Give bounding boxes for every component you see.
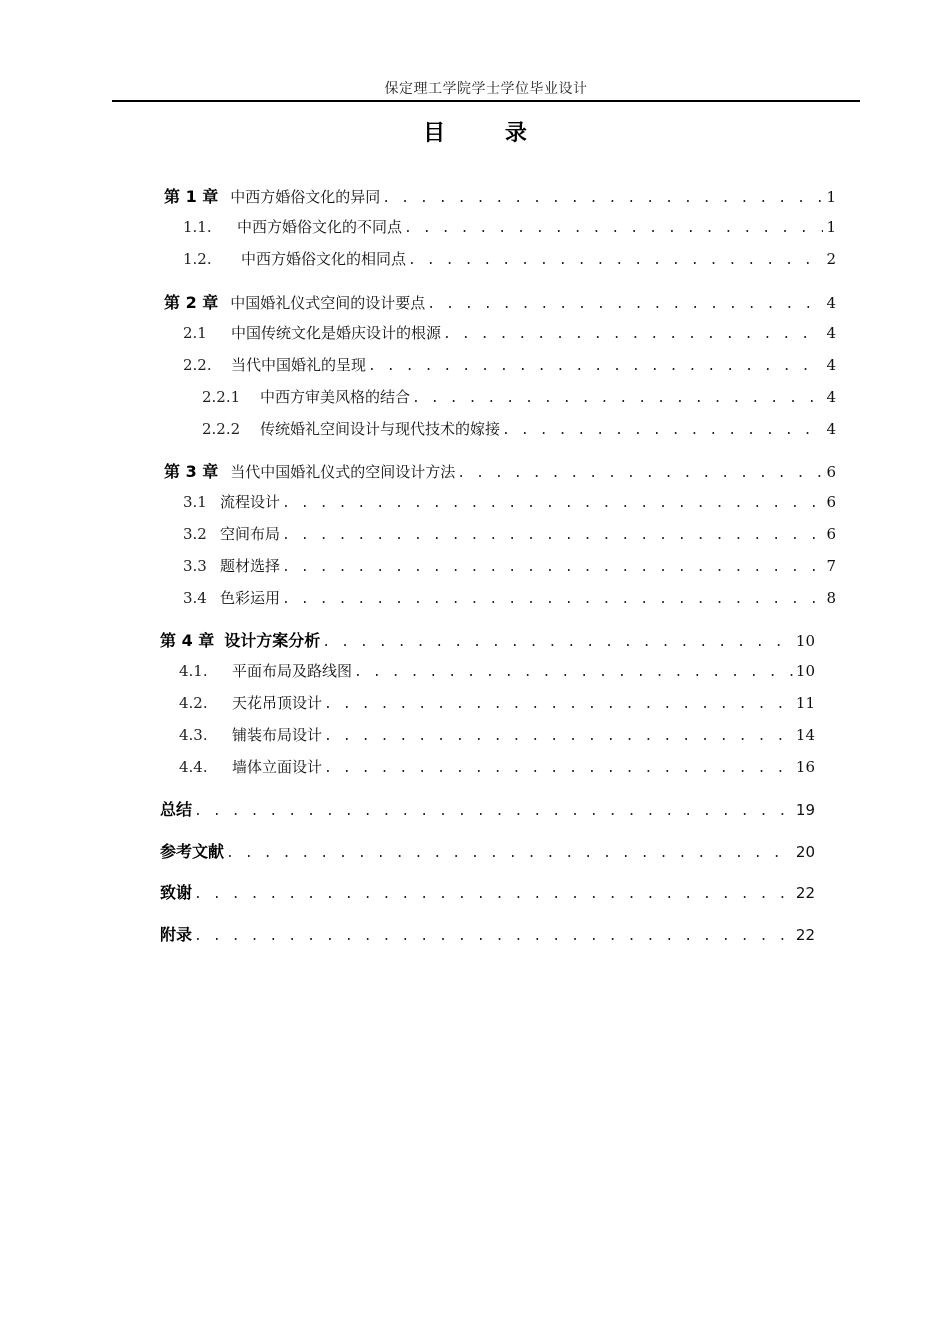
toc-entry-4-1[interactable]: [179, 660, 815, 684]
toc-entry-number: 1.2.: [183, 250, 212, 268]
leader-dots: [324, 697, 793, 712]
toc-entry-chapter-4[interactable]: [160, 628, 815, 652]
toc-entry-label: 致谢: [160, 883, 193, 902]
toc-entry-label: 题材选择: [220, 557, 281, 575]
toc-entry-references[interactable]: [160, 839, 815, 863]
toc-entry-3-4[interactable]: [183, 587, 836, 611]
toc-entry-3-2[interactable]: [183, 523, 836, 547]
toc-entry-label: 铺装布局设计: [232, 726, 323, 744]
toc-entry-label: 当代中国婚礼仪式的空间设计方法: [230, 463, 456, 481]
toc-entry-4-3[interactable]: [179, 724, 815, 748]
leader-dots: [282, 592, 823, 607]
toc-entry-label: 设计方案分析: [224, 631, 321, 650]
toc-entry-page: 4: [826, 420, 836, 438]
toc-entry-label: 天花吊顶设计: [232, 694, 323, 712]
leader-dots: [322, 635, 793, 650]
toc-entry-page: 14: [795, 726, 815, 744]
toc-entry-page: 6: [826, 463, 836, 481]
toc-entry-page: 16: [795, 758, 815, 776]
toc-entry-page: 11: [795, 694, 815, 712]
toc-entry-label: 空间布局: [220, 525, 281, 543]
leader-dots: [282, 528, 823, 543]
leader-dots: [382, 191, 823, 206]
toc-entry-label: 传统婚礼空间设计与现代技术的嫁接: [260, 420, 501, 438]
toc-entry-page: 19: [795, 801, 815, 819]
toc-entry-page: 2: [826, 250, 836, 268]
toc-entry-2-2[interactable]: [183, 354, 836, 378]
toc-entry-page: 7: [826, 557, 836, 575]
toc-entry-number: 第 4 章: [160, 631, 215, 650]
leader-dots: [408, 253, 823, 268]
toc-entry-label: 中西方婚俗文化的相同点: [241, 250, 407, 268]
leader-dots: [443, 327, 823, 342]
toc-entry-page: 22: [795, 926, 815, 944]
toc-entry-label: 色彩运用: [220, 589, 281, 607]
toc-entry-3-3[interactable]: [183, 555, 836, 579]
toc-entry-4-2[interactable]: [179, 692, 815, 716]
leader-dots: [412, 391, 823, 406]
leader-dots: [368, 359, 823, 374]
toc-entry-summary[interactable]: [160, 797, 815, 821]
toc-entry-number: 4.3.: [179, 726, 208, 744]
toc-entry-label: 总结: [160, 800, 193, 819]
toc-entry-number: 第 2 章: [164, 293, 219, 312]
toc-entry-number: 2.2.1: [202, 388, 241, 406]
toc-entry-number: 3.3: [183, 557, 207, 575]
toc-entry-chapter-1[interactable]: [164, 184, 836, 208]
leader-dots: [194, 804, 793, 819]
toc-entry-page: 20: [795, 843, 815, 861]
leader-dots: [282, 496, 823, 511]
toc-entry-label: 流程设计: [220, 493, 281, 511]
toc-entry-1-2[interactable]: [183, 248, 836, 272]
toc-entry-label: 中国婚礼仪式空间的设计要点: [230, 294, 426, 312]
toc-entry-number: 3.4: [183, 589, 207, 607]
toc-entry-2-1[interactable]: [183, 322, 836, 346]
toc-entry-page: 4: [826, 324, 836, 342]
toc-entry-page: 10: [795, 632, 815, 650]
toc-entry-label: 中国传统文化是婚庆设计的根源: [231, 324, 442, 342]
toc-entry-page: 1: [826, 188, 836, 206]
toc-entry-page: 6: [826, 525, 836, 543]
toc-entry-number: 4.1.: [179, 662, 208, 680]
toc-entry-label: 中西方婚俗文化的异同: [230, 188, 381, 206]
toc-entry-label: 当代中国婚礼的呈现: [231, 356, 367, 374]
leader-dots: [194, 929, 793, 944]
toc-entry-4-4[interactable]: [179, 756, 815, 780]
toc-entry-label: 平面布局及路线图: [232, 662, 353, 680]
toc-entry-page: 8: [826, 589, 836, 607]
toc-entry-label: 参考文献: [160, 842, 225, 861]
toc-entry-label: 墙体立面设计: [232, 758, 323, 776]
toc-entry-number: 3.2: [183, 525, 207, 543]
toc-entry-label: 中西方审美风格的结合: [260, 388, 411, 406]
toc-title: 目 录: [423, 121, 553, 146]
toc-entry-number: 3.1: [183, 493, 207, 511]
toc-entry-appendix[interactable]: [160, 922, 815, 946]
leader-dots: [324, 729, 793, 744]
leader-dots: [194, 887, 793, 902]
toc-entry-number: 2.1: [183, 324, 207, 342]
toc-entry-number: 2.2.2: [202, 420, 241, 438]
toc-entry-number: 4.4.: [179, 758, 208, 776]
toc-entry-thanks[interactable]: [160, 880, 815, 904]
toc-entry-page: 22: [795, 884, 815, 902]
leader-dots: [502, 423, 823, 438]
leader-dots: [226, 846, 793, 861]
leader-dots: [404, 221, 823, 236]
toc-entry-page: 4: [826, 388, 836, 406]
toc-entry-label: 附录: [160, 925, 193, 944]
header-rule: [112, 100, 860, 102]
toc-entry-page: 6: [826, 493, 836, 511]
running-header: 保定理工学院学士学位毕业设计: [384, 81, 588, 97]
toc-entry-1-1[interactable]: [183, 216, 836, 240]
toc-entry-2-2-2[interactable]: [202, 418, 836, 442]
toc-entry-page: 10: [795, 662, 815, 680]
toc-entry-page: 4: [826, 294, 836, 312]
leader-dots: [324, 761, 793, 776]
toc-entry-number: 4.2.: [179, 694, 208, 712]
toc-entry-chapter-2[interactable]: [164, 290, 836, 314]
leader-dots: [427, 297, 823, 312]
toc-entry-page: 4: [826, 356, 836, 374]
leader-dots: [457, 466, 823, 481]
toc-entry-number: 2.2.: [183, 356, 212, 374]
toc-entry-page: 1: [826, 218, 836, 236]
toc-entry-number: 1.1.: [183, 218, 212, 236]
leader-dots: [354, 665, 793, 680]
toc-entry-number: 第 3 章: [164, 462, 219, 481]
toc-entry-label: 中西方婚俗文化的不同点: [237, 218, 403, 236]
toc-entry-3-1[interactable]: [183, 491, 836, 515]
toc-entry-chapter-3[interactable]: [164, 459, 836, 483]
leader-dots: [282, 560, 823, 575]
toc-entry-number: 第 1 章: [164, 187, 219, 206]
toc-entry-2-2-1[interactable]: [202, 386, 836, 410]
